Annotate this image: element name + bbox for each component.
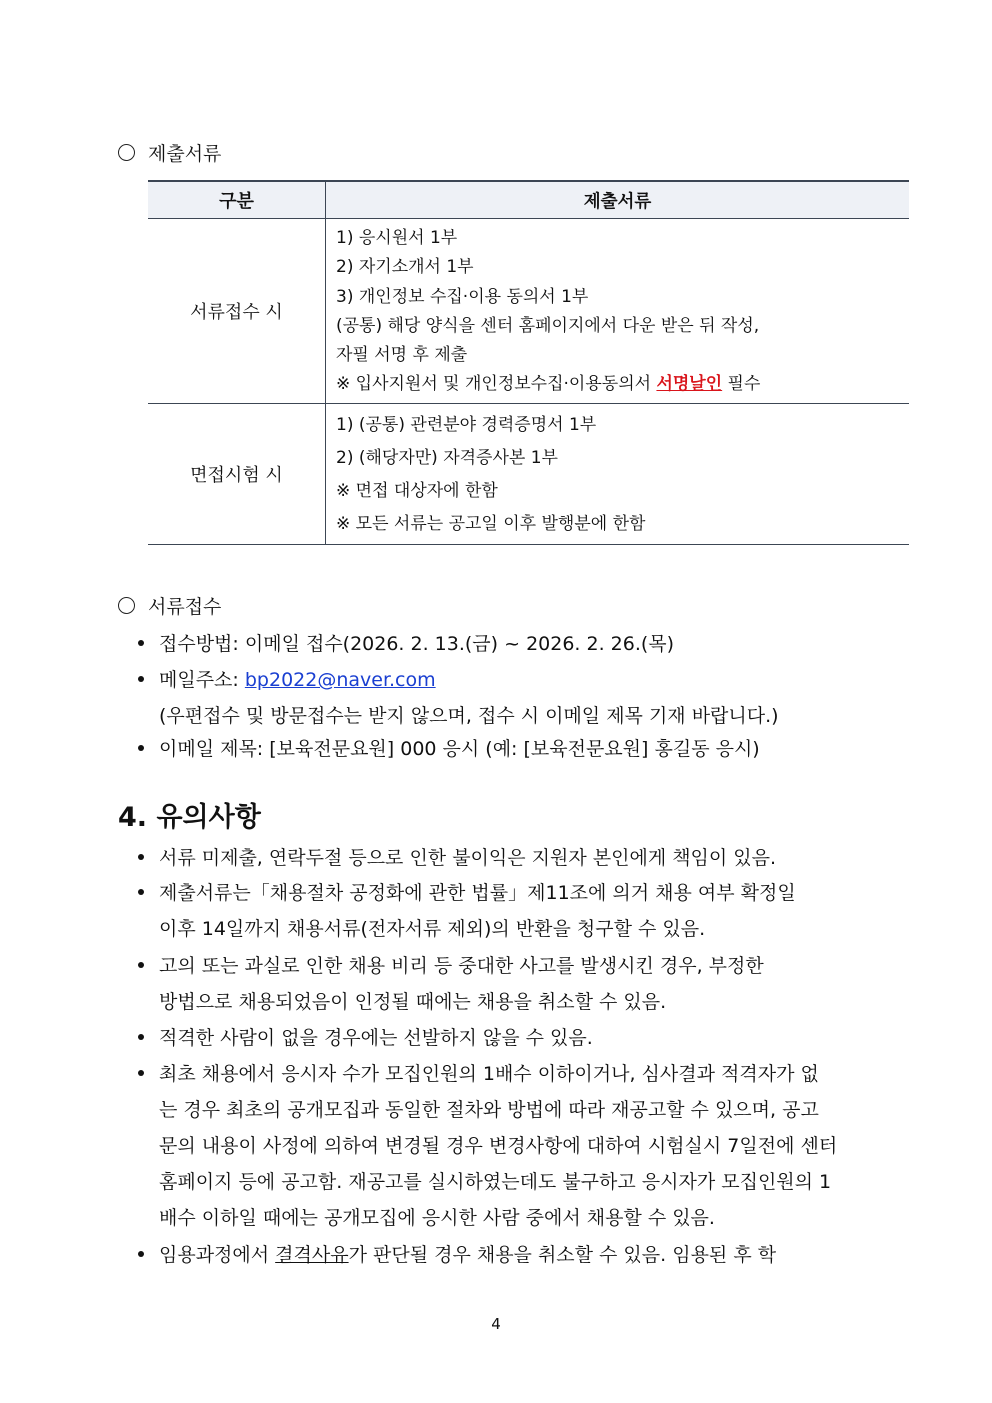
notice-text-part: 임용과정에서 <box>159 1244 276 1266</box>
section-docs-title: 제출서류 <box>148 143 222 165</box>
notice-text: 배수 이하일 때에는 공개모집에 응시한 사람 중에서 채용할 수 있음. <box>159 1207 715 1229</box>
doc-line: 자필 서명 후 제출 <box>336 345 468 366</box>
bullet-dot-icon <box>138 962 144 968</box>
bullet-dot-icon <box>138 1251 144 1257</box>
row-category: 면접시험 시 <box>148 403 326 544</box>
table-header-category: 구분 <box>148 181 326 219</box>
note-text: ※ 입사지원서 및 개인정보수집·이용동의서 <box>336 374 657 395</box>
disqualification-term: 결격사유 <box>275 1244 349 1266</box>
table-header-row <box>148 181 909 219</box>
section4-heading: 4. 유의사항 <box>118 802 261 833</box>
doc-line: ※ 모든 서류는 공고일 이후 발행분에 한함 <box>336 513 646 534</box>
doc-line: 3) 개인정보 수집·이용 동의서 1부 <box>336 286 589 307</box>
email-link[interactable]: bp2022@naver.com <box>244 669 436 691</box>
table-row <box>148 219 909 404</box>
notice-text: 방법으로 채용되었음이 인정될 때에는 채용을 취소할 수 있음. <box>159 991 667 1013</box>
bullet-dot-icon <box>138 889 144 895</box>
section-docs-heading <box>118 139 221 166</box>
doc-note <box>336 370 900 399</box>
bullet-dot-icon <box>138 676 144 682</box>
notice-text: 고의 또는 과실로 인한 채용 비리 등 중대한 사고를 발생시킨 경우, 부정한 <box>159 955 764 977</box>
bullet-dot-icon <box>138 1034 144 1040</box>
bullet-dot-icon <box>138 745 144 751</box>
bullet-dot-icon <box>138 854 144 860</box>
doc-line: ※ 면접 대상자에 한함 <box>336 480 498 501</box>
section-receipt-title: 서류접수 <box>148 596 222 618</box>
row-category: 서류접수 시 <box>148 219 326 404</box>
circle-bullet-icon <box>118 144 135 161</box>
row-documents <box>326 403 910 544</box>
doc-line: (공통) 해당 양식을 센터 홈페이지에서 다운 받은 뒤 작성, <box>336 315 760 336</box>
doc-line: 2) (해당자만) 자격증사본 1부 <box>336 447 558 468</box>
page-number: 4 <box>491 1315 501 1333</box>
notice-text-part: 가 판단될 경우 채용을 취소할 수 있음. 임용된 후 학 <box>348 1244 777 1266</box>
bullet-dot-icon <box>138 640 144 646</box>
doc-line: 1) 응시원서 1부 <box>336 228 458 248</box>
notice-text: 문의 내용이 사정에 의하여 변경될 경우 변경사항에 대하여 시험실시 7일전에 센터 <box>159 1135 838 1157</box>
notice-text: 는 경우 최초의 공개모집과 동일한 절차와 방법에 따라 재공고할 수 있으며, 공고 <box>159 1099 819 1121</box>
notice-text: 적격한 사람이 없을 경우에는 선발하지 않을 수 있음. <box>159 1027 593 1049</box>
note-text: 필수 <box>722 374 761 395</box>
row-documents <box>326 219 910 404</box>
doc-line: 2) 자기소개서 1부 <box>336 257 474 278</box>
notice-text: 이후 14일까지 채용서류(전자서류 제외)의 반환을 청구할 수 있음. <box>159 918 706 940</box>
notice-text: 홈페이지 등에 공고함. 재공고를 실시하였는데도 불구하고 응시자가 모집인원의 1 <box>159 1171 832 1193</box>
bullet-dot-icon <box>138 1070 144 1076</box>
email-subject-rule: 이메일 제목: [보육전문요원] 000 응시 (예: [보육전문요원] 홍길동 응시) <box>159 738 760 760</box>
signature-emphasis: 서명날인 <box>656 374 723 395</box>
mail-note: (우편접수 및 방문접수는 받지 않으며, 접수 시 이메일 제목 기재 바랍니다.) <box>159 705 779 727</box>
table-row <box>148 403 909 544</box>
notice-text: 최초 채용에서 응시자 수가 모집인원의 1배수 이하이거나, 심사결과 적격자가 없 <box>159 1063 819 1085</box>
table-header-documents: 제출서류 <box>326 181 910 219</box>
doc-line: 1) (공통) 관련분야 경력증명서 1부 <box>336 414 597 435</box>
notice-text <box>159 1240 776 1267</box>
circle-bullet-icon <box>118 597 135 614</box>
documents-table <box>148 180 909 545</box>
notice-text: 제출서류는「채용절차 공정화에 관한 법률」제11조에 의거 채용 여부 확정일 <box>159 882 796 904</box>
mail-label: 메일주소: <box>159 669 245 691</box>
receipt-method: 접수방법: 이메일 접수(2026. 2. 13.(금) ~ 2026. 2. 26.(목) <box>159 633 675 655</box>
mail-line <box>159 665 436 692</box>
section-receipt-heading <box>118 592 221 619</box>
notice-text: 서류 미제출, 연락두절 등으로 인한 불이익은 지원자 본인에게 책임이 있음. <box>159 847 777 869</box>
